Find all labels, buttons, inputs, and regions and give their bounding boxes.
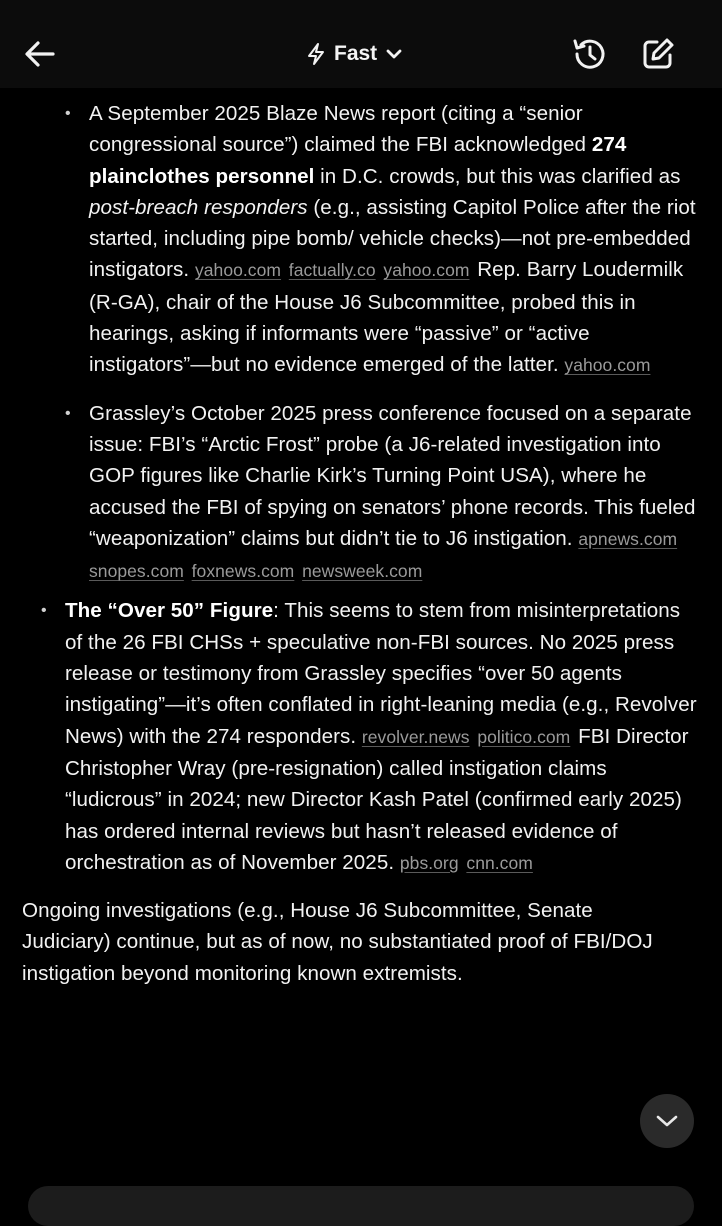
bullet-text-italic: post-breach responders: [89, 195, 308, 219]
source-link[interactable]: revolver.news: [361, 726, 470, 747]
source-link[interactable]: politico.com: [477, 726, 571, 747]
new-chat-button[interactable]: [638, 34, 678, 74]
source-link[interactable]: snopes.com: [89, 561, 184, 582]
bullet-text: : This seems to stem from misinterpretations of the 26 FBI CHSs + speculative non-FBI sources. No 2025 press release or testimony from Grassley specifies “over 50 agents instigating”—it’s often conflated in right-leaning media (e.g., Revolver News) with the 274 responders.: [65, 599, 697, 748]
scroll-down-button[interactable]: [640, 1094, 694, 1148]
closing-paragraph: Ongoing investigations (e.g., House J6 Subcommittee, Senate Judiciary) continue, but as of now, no substantiated proof of FBI/DOJ instigation beyond monitoring known extremists.: [22, 899, 653, 985]
chevron-down-icon: [655, 1113, 679, 1129]
message-composer[interactable]: [28, 1186, 694, 1226]
list-item: [65, 595, 699, 879]
chevron-down-icon: [385, 47, 403, 61]
source-link[interactable]: yahoo.com: [383, 260, 470, 281]
source-link[interactable]: foxnews.com: [191, 561, 295, 582]
bullet-text-bold: 274 plainclothes personnel: [89, 133, 627, 188]
source-link[interactable]: apnews.com: [578, 528, 678, 549]
source-link[interactable]: cnn.com: [466, 852, 533, 873]
bullet-text: in D.C. crowds, but this was clarified as: [314, 164, 681, 188]
back-button[interactable]: [22, 36, 58, 72]
bullet-text: Grassley’s October 2025 press conference focused on a separate issue: FBI’s “Arctic Frost” probe (a J6-related investigation into GOP figures like Charlie Kirk’s Turning Point USA), where he accused the FBI of spying on senators’ phone records. This fueled “weaponization” claims but didn’t tie to J6 instigation.: [89, 401, 696, 550]
nested-bullet-list: [0, 98, 697, 587]
bullet-text: (e.g., assisting Capitol Police after the riot started, including pipe bomb/ vehicle checks)—not pre-embedded instigators.: [89, 195, 696, 282]
source-link[interactable]: pbs.org: [399, 852, 459, 873]
source-link[interactable]: factually.co: [288, 260, 376, 281]
source-link[interactable]: yahoo.com: [564, 355, 651, 376]
mode-selector[interactable]: [306, 38, 403, 70]
history-icon: [571, 35, 609, 73]
edit-icon: [640, 36, 676, 72]
list-item: [89, 98, 697, 382]
bullet-list: [0, 595, 699, 879]
top-bar: [0, 0, 722, 88]
mode-label: Fast: [334, 42, 378, 65]
history-button[interactable]: [570, 34, 610, 74]
source-link[interactable]: newsweek.com: [302, 561, 423, 582]
arrow-left-icon: [23, 37, 57, 71]
bullet-text: FBI Director Christopher Wray (pre-resignation) called instigation claims “ludicrous” in 2024; new Director Kash Patel (confirmed early 2025) has ordered internal reviews but hasn’t released evidence of orchestration as of November 2025.: [65, 724, 689, 874]
source-link[interactable]: yahoo.com: [194, 260, 282, 281]
bullet-text: A September 2025 Blaze News report (citing a “senior congressional source”) claimed the FBI acknowledged: [89, 102, 592, 157]
list-item: [89, 398, 697, 588]
bullet-text: Rep. Barry Loudermilk (R-GA), chair of the House J6 Subcommittee, probed this in hearings, asking if informants were “passive” or “active instigators”—but no evidence emerged of the latter.: [89, 258, 684, 377]
chat-response: [0, 88, 722, 1200]
lightning-icon: [306, 42, 326, 66]
bullet-heading: The “Over 50” Figure: [65, 599, 274, 623]
